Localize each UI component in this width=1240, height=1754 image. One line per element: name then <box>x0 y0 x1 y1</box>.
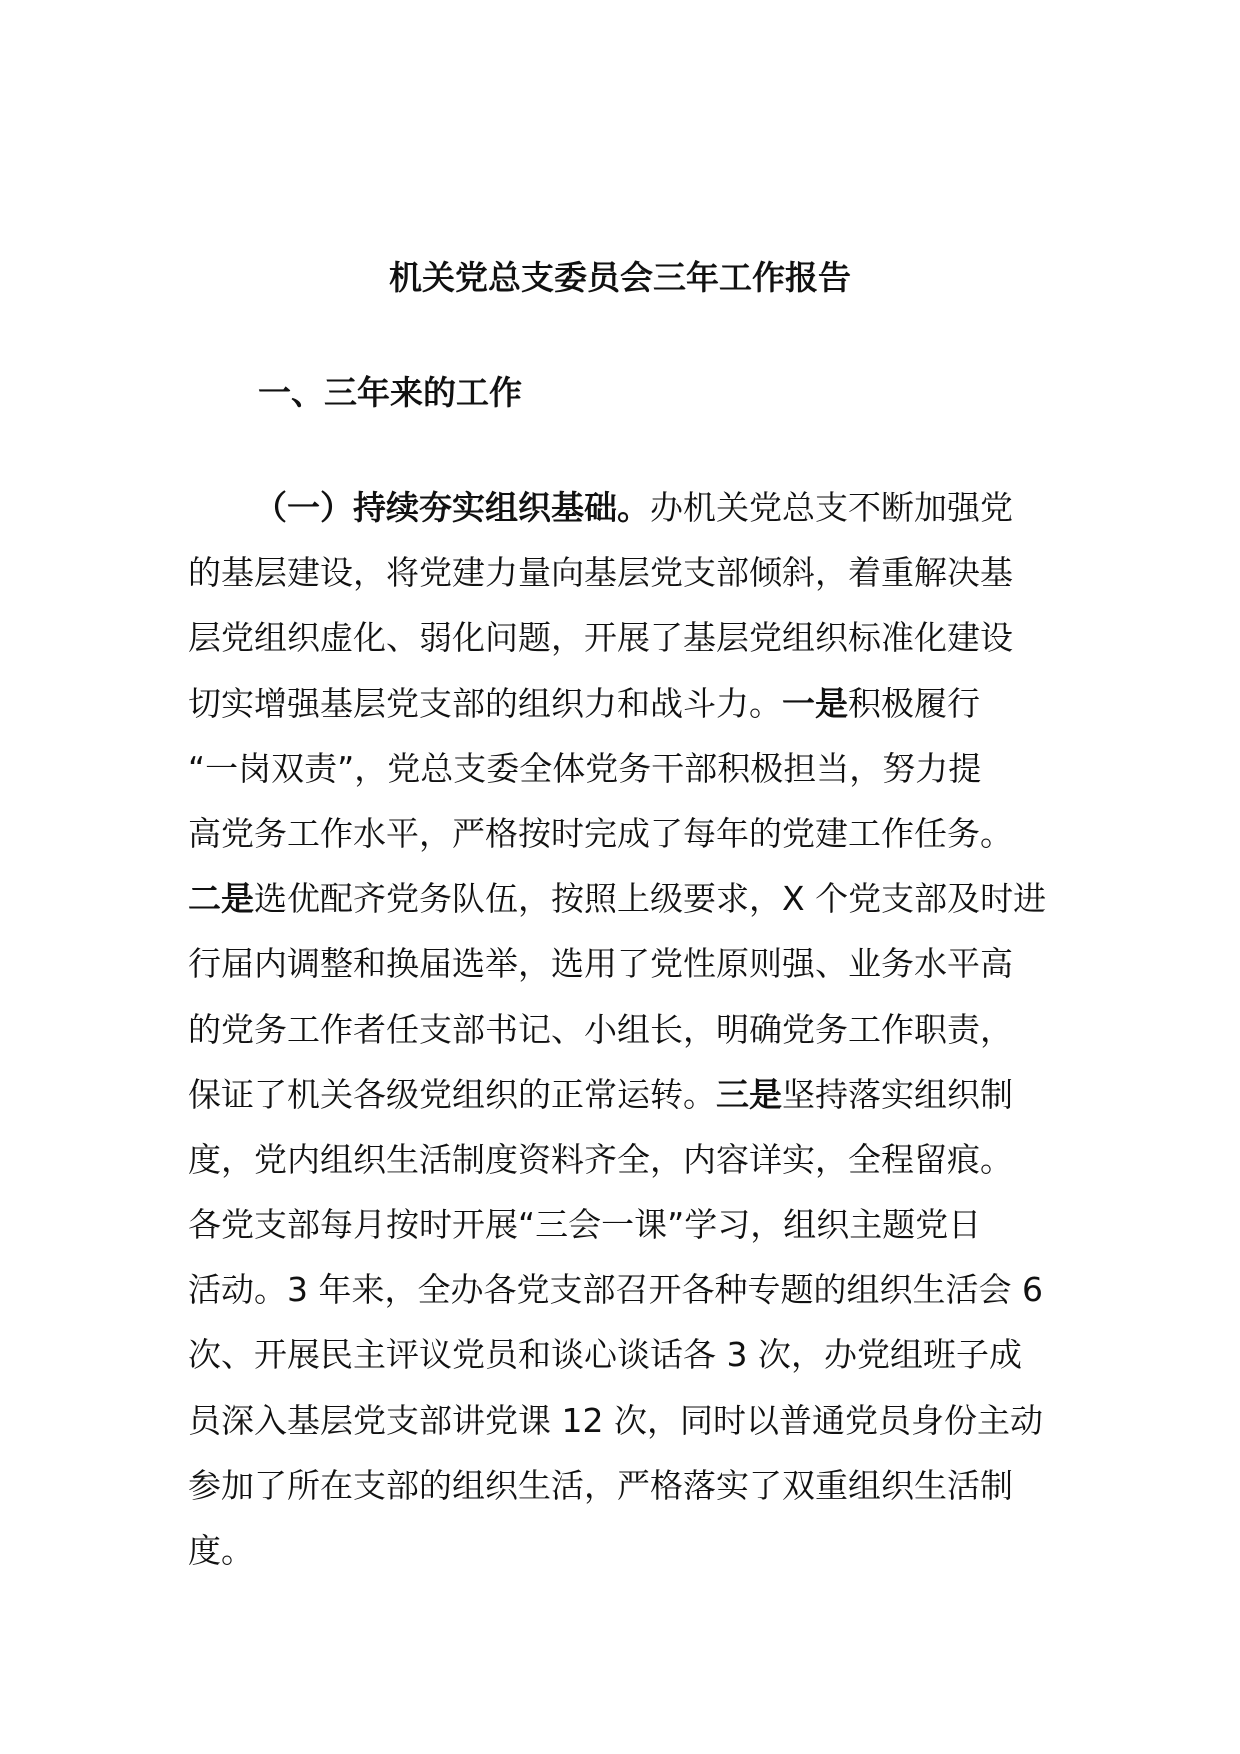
text-line <box>188 671 1058 736</box>
text-run: 次、开展民主评议党员和谈心谈话各 3 次，办党组班子成 <box>188 1335 1022 1375</box>
text-run: 活动。3 年来，全办各党支部召开各种专题的组织生活会 6 <box>188 1270 1043 1310</box>
text-run: 高党务工作水平，严格按时完成了每年的党建工作任务。 <box>188 813 1013 853</box>
text-run: 层党组织虚化、弱化问题，开展了基层党组织标准化建设 <box>188 618 1013 658</box>
text-line <box>188 1192 1058 1257</box>
text-run: 员深入基层党支部讲党课 12 次，同时以普通党员身份主动 <box>188 1400 1043 1440</box>
subsection-heading: （一）持续夯实组织基础。 <box>254 488 650 527</box>
text-run: 的党务工作者任支部书记、小组长，明确党务工作职责， <box>188 1009 1013 1049</box>
bold-marker: 一是 <box>782 683 848 723</box>
text-run: 切实增强基层党支部的组织力和战斗力。 <box>188 683 782 723</box>
text-line <box>188 475 1058 540</box>
section-heading: 一、三年来的工作 <box>258 373 522 412</box>
text-line <box>188 1257 1058 1322</box>
text-run: 坚持落实组织制 <box>782 1074 1013 1114</box>
text-line <box>188 736 1058 801</box>
text-line <box>188 540 1058 605</box>
text-run: 行届内调整和换届选举，选用了党性原则强、业务水平高 <box>188 944 1013 984</box>
text-run: 积极履行 <box>848 683 980 723</box>
text-line <box>188 1518 1058 1583</box>
body-text <box>188 475 1058 1583</box>
text-run: 度。 <box>188 1531 254 1570</box>
text-run: 选优配齐党务队伍，按照上级要求，X 个党支部及时进 <box>254 879 1047 919</box>
text-line <box>188 1322 1058 1387</box>
text-line <box>188 605 1058 670</box>
text-run: “一岗双责”，党总支委全体党务干部积极担当，努力提 <box>188 748 982 788</box>
text-run: 保证了机关各级党组织的正常运转。 <box>188 1074 716 1114</box>
bold-marker: 三是 <box>716 1074 782 1114</box>
text-run: 度，党内组织生活制度资料齐全，内容详实，全程留痕。 <box>188 1139 1013 1179</box>
text-line <box>188 997 1058 1062</box>
text-run: 办机关党总支不断加强党 <box>650 488 1013 527</box>
text-line <box>188 1453 1058 1518</box>
text-run: 参加了所在支部的组织生活，严格落实了双重组织生活制 <box>188 1465 1013 1505</box>
text-line <box>188 1388 1058 1453</box>
text-line <box>188 931 1058 996</box>
document-title: 机关党总支委员会三年工作报告 <box>389 258 851 297</box>
text-line <box>188 801 1058 866</box>
text-line <box>188 866 1058 931</box>
text-line <box>188 1062 1058 1127</box>
text-run: 各党支部每月按时开展“三会一课”学习，组织主题党日 <box>188 1205 982 1245</box>
text-run: 的基层建设，将党建力量向基层党支部倾斜，着重解决基 <box>188 553 1013 593</box>
bold-marker: 二是 <box>188 879 254 919</box>
text-line <box>188 1127 1058 1192</box>
